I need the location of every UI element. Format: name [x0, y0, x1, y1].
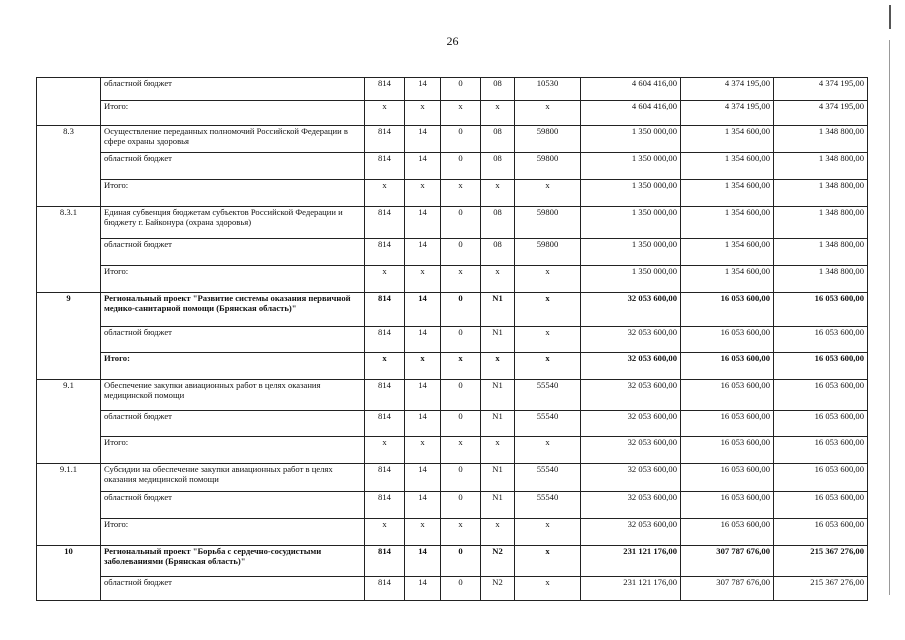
- col-rz-cell: 14: [405, 492, 441, 519]
- col-vr-cell: x: [515, 546, 581, 577]
- row-name-cell: областной бюджет: [101, 327, 365, 353]
- col-year1-cell: 32 053 600,00: [581, 380, 681, 411]
- col-rz-cell: 14: [405, 207, 441, 239]
- col-gr-cell: 814: [365, 239, 405, 266]
- col-pr-cell: 0: [441, 327, 481, 353]
- col-cs-cell: N1: [481, 380, 515, 411]
- col-gr-cell: 814: [365, 126, 405, 153]
- col-gr-cell: 814: [365, 546, 405, 577]
- col-cs-cell: x: [481, 353, 515, 380]
- col-year1-cell: 32 053 600,00: [581, 437, 681, 464]
- row-number-cell: 8.3.1: [37, 207, 101, 293]
- col-year2-cell: 1 354 600,00: [681, 180, 774, 207]
- col-gr-cell: x: [365, 180, 405, 207]
- row-name-cell: Итого:: [101, 437, 365, 464]
- col-vr-cell: 59800: [515, 153, 581, 180]
- col-pr-cell: 0: [441, 492, 481, 519]
- col-year3-cell: 1 348 800,00: [774, 239, 868, 266]
- col-year2-cell: 1 354 600,00: [681, 266, 774, 293]
- col-year3-cell: 16 053 600,00: [774, 411, 868, 437]
- table-row: [37, 327, 868, 353]
- col-year1-cell: 1 350 000,00: [581, 153, 681, 180]
- col-cs-cell: 08: [481, 207, 515, 239]
- col-rz-cell: x: [405, 101, 441, 126]
- row-number-cell: 8.3: [37, 126, 101, 207]
- row-name-cell: Региональный проект "Борьба с сердечно-сосудистыми заболеваниями (Брянская область)": [101, 546, 365, 577]
- col-gr-cell: x: [365, 266, 405, 293]
- table-row: [37, 266, 868, 293]
- table-row: [37, 153, 868, 180]
- table-row: [37, 577, 868, 601]
- col-cs-cell: 08: [481, 153, 515, 180]
- col-rz-cell: x: [405, 180, 441, 207]
- col-year1-cell: 231 121 176,00: [581, 546, 681, 577]
- col-year2-cell: 1 354 600,00: [681, 126, 774, 153]
- row-name-cell: Итого:: [101, 266, 365, 293]
- col-year3-cell: 16 053 600,00: [774, 437, 868, 464]
- col-gr-cell: 814: [365, 380, 405, 411]
- row-name-cell: Субсидии на обеспечение закупки авиационных работ в целях оказания медицинской помощи: [101, 464, 365, 492]
- col-cs-cell: 08: [481, 126, 515, 153]
- col-cs-cell: x: [481, 519, 515, 546]
- col-year2-cell: 4 374 195,00: [681, 78, 774, 101]
- col-year2-cell: 16 053 600,00: [681, 327, 774, 353]
- table-row: [37, 207, 868, 239]
- col-year2-cell: 307 787 676,00: [681, 546, 774, 577]
- col-year1-cell: 32 053 600,00: [581, 464, 681, 492]
- col-year2-cell: 16 053 600,00: [681, 293, 774, 327]
- col-pr-cell: 0: [441, 464, 481, 492]
- col-rz-cell: x: [405, 437, 441, 464]
- col-rz-cell: x: [405, 519, 441, 546]
- table-row: [37, 180, 868, 207]
- col-pr-cell: 0: [441, 293, 481, 327]
- row-name-cell: Итого:: [101, 519, 365, 546]
- col-year1-cell: 1 350 000,00: [581, 180, 681, 207]
- col-vr-cell: x: [515, 353, 581, 380]
- row-name-cell: областной бюджет: [101, 78, 365, 101]
- col-rz-cell: 14: [405, 239, 441, 266]
- table-row: [37, 464, 868, 492]
- col-gr-cell: 814: [365, 464, 405, 492]
- col-year2-cell: 16 053 600,00: [681, 411, 774, 437]
- col-pr-cell: x: [441, 519, 481, 546]
- col-rz-cell: x: [405, 266, 441, 293]
- col-gr-cell: x: [365, 353, 405, 380]
- col-year2-cell: 16 053 600,00: [681, 519, 774, 546]
- col-cs-cell: N1: [481, 293, 515, 327]
- row-number-cell: 9.1: [37, 380, 101, 464]
- table-row: [37, 239, 868, 266]
- col-cs-cell: N1: [481, 411, 515, 437]
- col-vr-cell: 59800: [515, 239, 581, 266]
- col-cs-cell: x: [481, 180, 515, 207]
- col-vr-cell: 55540: [515, 380, 581, 411]
- col-gr-cell: 814: [365, 327, 405, 353]
- col-year1-cell: 32 053 600,00: [581, 327, 681, 353]
- col-cs-cell: N2: [481, 546, 515, 577]
- col-vr-cell: x: [515, 180, 581, 207]
- col-pr-cell: 0: [441, 411, 481, 437]
- col-year2-cell: 16 053 600,00: [681, 353, 774, 380]
- col-vr-cell: x: [515, 101, 581, 126]
- table-row: [37, 126, 868, 153]
- col-year1-cell: 32 053 600,00: [581, 411, 681, 437]
- col-year1-cell: 32 053 600,00: [581, 353, 681, 380]
- col-vr-cell: 55540: [515, 411, 581, 437]
- col-pr-cell: x: [441, 437, 481, 464]
- table-body: [37, 78, 868, 601]
- table-row: [37, 78, 868, 101]
- col-pr-cell: 0: [441, 153, 481, 180]
- col-vr-cell: 59800: [515, 207, 581, 239]
- col-pr-cell: x: [441, 353, 481, 380]
- col-year3-cell: 16 053 600,00: [774, 380, 868, 411]
- row-name-cell: областной бюджет: [101, 577, 365, 601]
- col-year1-cell: 32 053 600,00: [581, 492, 681, 519]
- col-gr-cell: 814: [365, 78, 405, 101]
- col-cs-cell: N1: [481, 327, 515, 353]
- col-year3-cell: 215 367 276,00: [774, 577, 868, 601]
- col-rz-cell: 14: [405, 126, 441, 153]
- col-year2-cell: 16 053 600,00: [681, 464, 774, 492]
- col-pr-cell: x: [441, 101, 481, 126]
- col-gr-cell: 814: [365, 293, 405, 327]
- col-vr-cell: 59800: [515, 126, 581, 153]
- col-year1-cell: 32 053 600,00: [581, 293, 681, 327]
- table-row: [37, 380, 868, 411]
- col-rz-cell: 14: [405, 546, 441, 577]
- col-year3-cell: 1 348 800,00: [774, 207, 868, 239]
- page-number: 26: [446, 34, 459, 48]
- row-number-cell: 9.1.1: [37, 464, 101, 546]
- row-number-cell: 10: [37, 546, 101, 601]
- col-rz-cell: 14: [405, 380, 441, 411]
- col-gr-cell: 814: [365, 207, 405, 239]
- col-year2-cell: 16 053 600,00: [681, 380, 774, 411]
- col-rz-cell: 14: [405, 153, 441, 180]
- table-row: [37, 492, 868, 519]
- col-year1-cell: 231 121 176,00: [581, 577, 681, 601]
- col-cs-cell: x: [481, 437, 515, 464]
- col-year3-cell: 16 053 600,00: [774, 293, 868, 327]
- col-year3-cell: 4 374 195,00: [774, 101, 868, 126]
- col-rz-cell: x: [405, 353, 441, 380]
- col-year3-cell: 16 053 600,00: [774, 353, 868, 380]
- col-gr-cell: 814: [365, 492, 405, 519]
- col-cs-cell: 08: [481, 78, 515, 101]
- col-vr-cell: x: [515, 577, 581, 601]
- col-gr-cell: x: [365, 519, 405, 546]
- col-pr-cell: x: [441, 180, 481, 207]
- table-row: [37, 519, 868, 546]
- row-number-cell: [37, 78, 101, 126]
- col-year3-cell: 16 053 600,00: [774, 464, 868, 492]
- col-gr-cell: 814: [365, 411, 405, 437]
- table-row: [37, 411, 868, 437]
- col-vr-cell: 55540: [515, 464, 581, 492]
- col-gr-cell: 814: [365, 153, 405, 180]
- row-name-cell: Единая субвенция бюджетам субъектов Российской Федерации и бюджету г. Байконура (охрана здоровья): [101, 207, 365, 239]
- col-cs-cell: x: [481, 266, 515, 293]
- table-row: [37, 353, 868, 380]
- col-vr-cell: x: [515, 327, 581, 353]
- table-row: [37, 437, 868, 464]
- col-vr-cell: x: [515, 293, 581, 327]
- col-cs-cell: N1: [481, 464, 515, 492]
- col-vr-cell: x: [515, 266, 581, 293]
- row-name-cell: областной бюджет: [101, 411, 365, 437]
- scan-edge-mark: [889, 5, 891, 29]
- col-year1-cell: 1 350 000,00: [581, 207, 681, 239]
- col-pr-cell: 0: [441, 126, 481, 153]
- col-vr-cell: x: [515, 437, 581, 464]
- col-rz-cell: 14: [405, 577, 441, 601]
- col-year1-cell: 1 350 000,00: [581, 266, 681, 293]
- col-year3-cell: 215 367 276,00: [774, 546, 868, 577]
- col-year3-cell: 4 374 195,00: [774, 78, 868, 101]
- col-cs-cell: 08: [481, 239, 515, 266]
- col-rz-cell: 14: [405, 293, 441, 327]
- row-name-cell: Итого:: [101, 101, 365, 126]
- col-year3-cell: 1 348 800,00: [774, 153, 868, 180]
- row-name-cell: областной бюджет: [101, 153, 365, 180]
- table-row: [37, 546, 868, 577]
- col-vr-cell: x: [515, 519, 581, 546]
- col-year1-cell: 1 350 000,00: [581, 239, 681, 266]
- col-rz-cell: 14: [405, 327, 441, 353]
- col-rz-cell: 14: [405, 464, 441, 492]
- col-gr-cell: x: [365, 437, 405, 464]
- row-name-cell: Региональный проект "Развитие системы оказания первичной медико-санитарной помощи (Брянская область)": [101, 293, 365, 327]
- row-number-cell: 9: [37, 293, 101, 380]
- col-year2-cell: 4 374 195,00: [681, 101, 774, 126]
- col-vr-cell: 55540: [515, 492, 581, 519]
- col-year1-cell: 4 604 416,00: [581, 78, 681, 101]
- col-vr-cell: 10530: [515, 78, 581, 101]
- row-name-cell: Обеспечение закупки авиационных работ в целях оказания медицинской помощи: [101, 380, 365, 411]
- col-year2-cell: 1 354 600,00: [681, 239, 774, 266]
- col-year3-cell: 1 348 800,00: [774, 266, 868, 293]
- col-year3-cell: 16 053 600,00: [774, 327, 868, 353]
- table-row: [37, 293, 868, 327]
- col-gr-cell: x: [365, 101, 405, 126]
- col-cs-cell: x: [481, 101, 515, 126]
- col-pr-cell: 0: [441, 78, 481, 101]
- col-year1-cell: 1 350 000,00: [581, 126, 681, 153]
- col-year3-cell: 1 348 800,00: [774, 126, 868, 153]
- col-cs-cell: N2: [481, 577, 515, 601]
- col-gr-cell: 814: [365, 577, 405, 601]
- scan-edge-mark: [889, 40, 890, 595]
- col-pr-cell: 0: [441, 546, 481, 577]
- col-rz-cell: 14: [405, 411, 441, 437]
- col-year1-cell: 4 604 416,00: [581, 101, 681, 126]
- row-name-cell: Итого:: [101, 180, 365, 207]
- col-pr-cell: 0: [441, 239, 481, 266]
- col-pr-cell: x: [441, 266, 481, 293]
- col-cs-cell: N1: [481, 492, 515, 519]
- row-name-cell: областной бюджет: [101, 239, 365, 266]
- col-year1-cell: 32 053 600,00: [581, 519, 681, 546]
- col-year2-cell: 307 787 676,00: [681, 577, 774, 601]
- col-pr-cell: 0: [441, 380, 481, 411]
- budget-table: [36, 77, 868, 601]
- col-pr-cell: 0: [441, 207, 481, 239]
- col-year3-cell: 16 053 600,00: [774, 519, 868, 546]
- col-year2-cell: 16 053 600,00: [681, 437, 774, 464]
- col-rz-cell: 14: [405, 78, 441, 101]
- col-year2-cell: 16 053 600,00: [681, 492, 774, 519]
- table-row: [37, 101, 868, 126]
- col-year3-cell: 1 348 800,00: [774, 180, 868, 207]
- row-name-cell: Осуществление переданных полномочий Российской Федерации в сфере охраны здоровья: [101, 126, 365, 153]
- col-year3-cell: 16 053 600,00: [774, 492, 868, 519]
- col-year2-cell: 1 354 600,00: [681, 153, 774, 180]
- col-year2-cell: 1 354 600,00: [681, 207, 774, 239]
- col-pr-cell: 0: [441, 577, 481, 601]
- row-name-cell: областной бюджет: [101, 492, 365, 519]
- row-name-cell: Итого:: [101, 353, 365, 380]
